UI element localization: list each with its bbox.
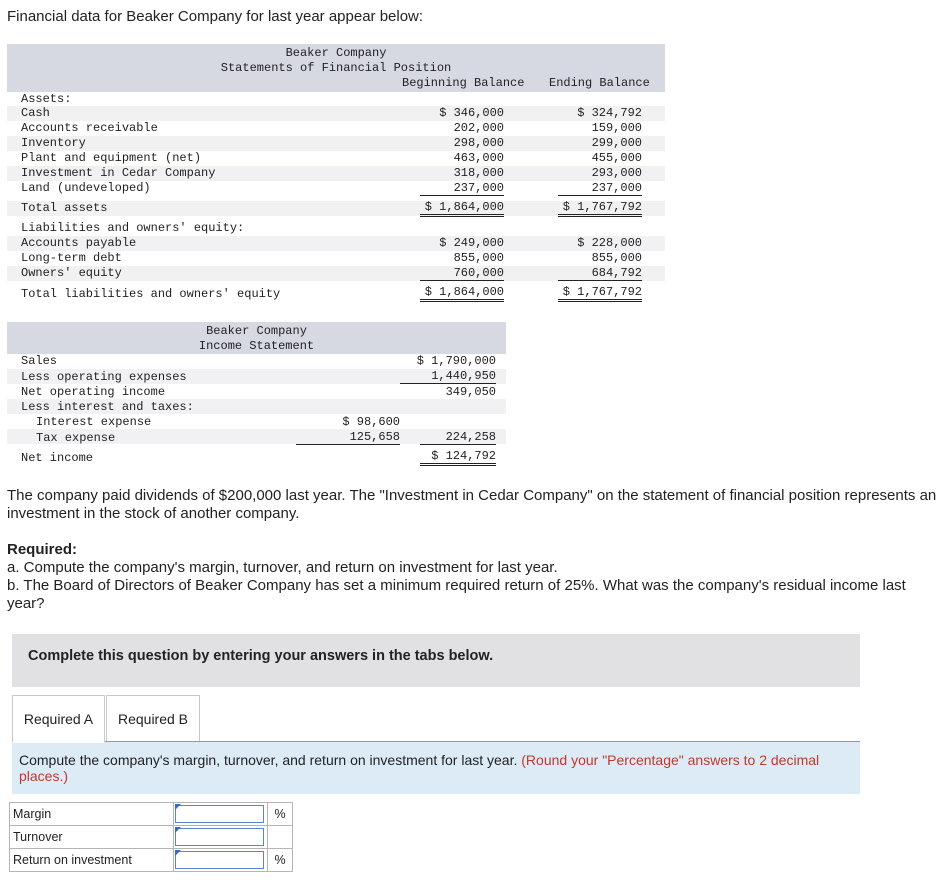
sfp-liab-label: Owners' equity [21, 266, 122, 280]
total-liab-begin: $ 1,864,000 [420, 285, 504, 302]
input-marker-icon [175, 827, 181, 833]
sfp-row-begin: $ 346,000 [439, 106, 504, 120]
sfp-title: Statements of Financial Position [220, 61, 452, 75]
is-less-label: Less interest and taxes: [21, 400, 194, 414]
sfp-liab-label: Long-term debt [21, 251, 122, 265]
total-assets-begin: $ 1,864,000 [420, 200, 504, 217]
answer-row [10, 826, 293, 849]
sfp-row-label: Inventory [21, 136, 86, 150]
is-tax-label: Tax expense [36, 431, 116, 445]
sfp-col-begin: Beginning Balance [402, 76, 525, 90]
sfp-row-begin: 202,000 [453, 121, 504, 135]
sfp-row-begin: 237,000 [420, 181, 504, 196]
sfp-liab-end: 684,792 [558, 266, 642, 281]
sfp-row-label: Cash [21, 106, 50, 120]
tab-required-a[interactable]: Required A [12, 695, 105, 743]
is-noi: 349,050 [445, 385, 496, 399]
sfp-row-end: 237,000 [558, 181, 642, 196]
sfp-row-end: 455,000 [591, 151, 642, 165]
sfp-row-label: Accounts receivable [21, 121, 158, 135]
is-interest-label: Interest expense [36, 415, 152, 429]
sfp-row-end: $ 324,792 [577, 106, 642, 120]
is-sales: $ 1,790,000 [416, 354, 496, 368]
is-noi-label: Net operating income [21, 385, 166, 399]
input-marker-icon [175, 850, 181, 856]
roi-input[interactable] [175, 851, 264, 869]
intro-text: Financial data for Beaker Company for last year appear below: [7, 8, 424, 25]
dividend-paragraph: The company paid dividends of $200,000 last year. The "Investment in Cedar Company" on the statement of financial position represents an investment in the stock of another company. [7, 487, 937, 522]
sfp-row-end: 299,000 [591, 136, 642, 150]
is-interest: $ 98,600 [342, 415, 400, 429]
turnover-label: Turnover [10, 826, 174, 849]
is-ni: $ 124,792 [420, 449, 496, 466]
turnover-unit [268, 826, 293, 849]
sfp-col-end: Ending Balance [549, 76, 650, 90]
assets-header: Assets: [21, 92, 72, 106]
sfp-liab-label: Accounts payable [21, 236, 137, 250]
sfp-row-label: Investment in Cedar Company [21, 166, 216, 180]
required-a: a. Compute the company's margin, turnover, and return on investment for last year. [7, 559, 558, 576]
is-company: Beaker Company [206, 324, 307, 338]
is-tax-total: 224,258 [420, 430, 496, 445]
is-sales-label: Sales [21, 354, 58, 368]
sfp-row-end: 159,000 [591, 121, 642, 135]
turnover-cell [174, 826, 268, 849]
sfp-row-begin: 463,000 [453, 151, 504, 165]
sfp-company: Beaker Company [285, 46, 387, 60]
margin-unit: % [268, 803, 293, 826]
required-title: Required: [7, 541, 78, 558]
sfp-row-begin: 318,000 [453, 166, 504, 180]
input-marker-icon [175, 804, 181, 810]
answer-row [10, 849, 293, 872]
is-opex-label: Less operating expenses [21, 370, 187, 384]
turnover-input[interactable] [175, 828, 264, 846]
total-liab-end: $ 1,767,792 [558, 285, 642, 302]
roi-unit: % [268, 849, 293, 872]
is-ni-label: Net income [21, 451, 94, 465]
sfp-liab-begin: 760,000 [420, 266, 504, 281]
liab-header: Liabilities and owners' equity: [21, 221, 245, 235]
is-opex: 1,440,950 [400, 369, 496, 384]
total-liab-label: Total liabilities and owners' equity [21, 287, 281, 301]
sfp-row-label: Plant and equipment (net) [21, 151, 202, 165]
sfp-row-label: Land (undeveloped) [21, 181, 151, 195]
margin-input[interactable] [175, 805, 264, 823]
tab-required-b[interactable]: Required B [106, 695, 200, 743]
answer-table [9, 802, 293, 872]
margin-cell [174, 803, 268, 826]
instructions-text: Complete this question by entering your answers in the tabs below. [28, 648, 494, 664]
sfp-liab-end: $ 228,000 [577, 236, 642, 250]
total-assets-end: $ 1,767,792 [558, 200, 642, 217]
sfp-liab-begin: 855,000 [453, 251, 504, 265]
answer-row [10, 803, 293, 826]
sfp-liab-end: 855,000 [591, 251, 642, 265]
sfp-liab-begin: $ 249,000 [439, 236, 504, 250]
prompt-main: Compute the company's margin, turnover, and return on investment for last year. [19, 752, 518, 768]
is-tax: 125,658 [296, 430, 400, 445]
roi-cell [174, 849, 268, 872]
prompt-text [19, 752, 839, 784]
sfp-row-begin: 298,000 [453, 136, 504, 150]
is-title: Income Statement [198, 339, 315, 353]
margin-label: Margin [10, 803, 174, 826]
sfp-row-end: 293,000 [591, 166, 642, 180]
total-assets-label: Total assets [21, 201, 108, 215]
roi-label: Return on investment [10, 849, 174, 872]
prompt-note: (Round your "Percentage" answers to 2 decimal places.) [19, 752, 820, 784]
required-b: b. The Board of Directors of Beaker Company has set a minimum required return of 25%. What was the company's residual income last year? [7, 577, 906, 612]
